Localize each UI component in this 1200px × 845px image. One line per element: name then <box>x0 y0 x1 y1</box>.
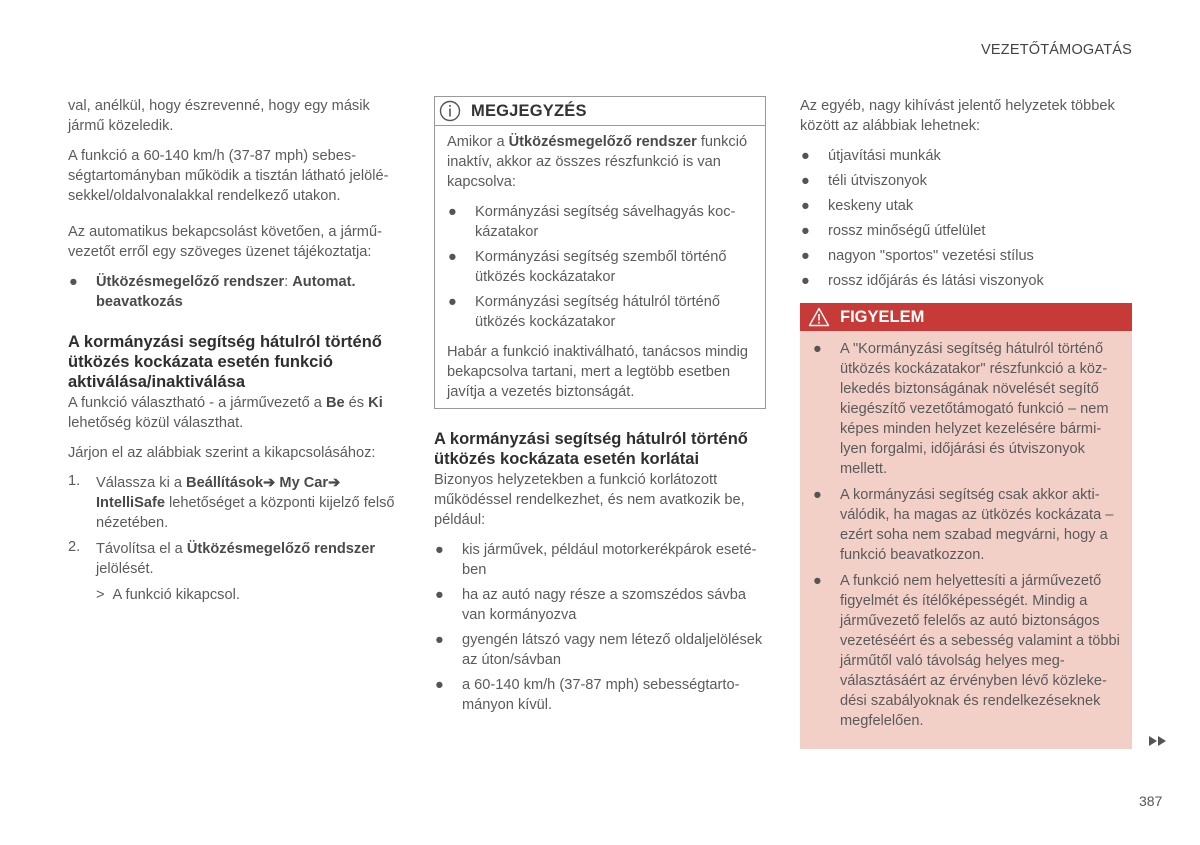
warning-title: FIGYELEM <box>840 308 925 326</box>
bullet-icon: ● <box>448 249 457 265</box>
list-item: ● A "Kormányzási segítség hátulról történő ütközés kockázatakor" részfunkció a közlekedés biztonságának növelését segítő kiegészítő vezetőtámogató funkció – nem képes minden helyzet kezelésére bármilyen forgalmi, időjárási és útviszonyok mellett. <box>813 341 1109 477</box>
section-heading: A kormányzási segítség hátulról történő ütközés kockázata esetén korlátai <box>434 430 748 468</box>
result-line: > A funkció kikapcsol. <box>96 587 240 603</box>
list-item: ● kis járművek, például motorkerékpárok esetében <box>435 542 757 578</box>
column-2 <box>434 96 766 725</box>
bullet-icon: ● <box>813 341 822 357</box>
paragraph: A funkció választható - a járművezető a Be és Ki lehetőség közül választhat. <box>68 395 383 431</box>
info-circle-icon <box>439 100 461 122</box>
bullet-icon: ● <box>801 148 810 164</box>
list-item: ● gyengén látszó vagy nem létező oldaljelölések az úton/sávban <box>435 632 763 668</box>
list-item: ● keskeny utak <box>801 198 914 214</box>
paragraph: val, anélkül, hogy észrevenné, hogy egy másik jármű közeledik. <box>68 98 370 134</box>
situations-list <box>800 146 1132 291</box>
bullet-icon: ● <box>435 632 444 648</box>
steps-list <box>68 473 408 579</box>
column-3 <box>800 96 1132 749</box>
section-heading: A kormányzási segítség hátulról történő ütközés kockázata esetén funkció aktiválása/inaktiválása <box>68 333 382 391</box>
note-header <box>435 97 765 126</box>
paragraph: Az automatikus bekapcsolást követően, a járművezetőt erről egy szöveges üzenet tájékoztatja: <box>68 224 382 260</box>
bullet-icon: ● <box>813 487 822 503</box>
bullet-icon: ● <box>448 204 457 220</box>
list-item: ● A kormányzási segítség csak akkor aktiválódik, ha magas az ütközés kockázata – ezért soha nem szabad megvárni, hogy a funkció beavatkozzon. <box>813 487 1114 563</box>
arrow-right-icon: ➔ <box>328 475 341 491</box>
paragraph: Bizonyos helyzetekben a funkció korlátozott működéssel rendelkezhet, és nem avatkozik be, például: <box>434 472 745 528</box>
bullet-icon: ● <box>801 223 810 239</box>
bullet-icon: ● <box>801 198 810 214</box>
list-item: ● a 60-140 km/h (37-87 mph) sebességtartományon kívül. <box>435 677 740 713</box>
note-body <box>435 126 765 408</box>
section-title: VEZETŐTÁMOGATÁS <box>981 42 1132 58</box>
warning-box <box>800 303 1132 749</box>
bullet-icon: ● <box>435 587 444 603</box>
note-list <box>447 202 755 332</box>
list-item: ● Kormányzási segítség szemből történő ütközés kockázatakor <box>448 249 727 285</box>
list-item: ● A funkció nem helyettesíti a járművezető figyelmét és ítélőképességét. Mindig a járművezető felelős az autó biztonságos vezetéséért és a sebesség valamint a többi járműtől való távolság helyes megválasztásáért az érvényben lévő közlekedési szabályoknak és rendelkezéseknek megfelelően. <box>813 573 1120 729</box>
page-number: 387 <box>1139 793 1163 809</box>
paragraph: Járjon el az alábbiak szerint a kikapcsolásához: <box>68 445 376 461</box>
list-item: ● rossz időjárás és látási viszonyok <box>801 273 1044 289</box>
double-triangle-right-icon <box>1148 735 1168 747</box>
list-item: ● rossz minőségű útfelület <box>801 223 986 239</box>
warning-body <box>800 331 1132 749</box>
bullet-icon: ● <box>448 294 457 310</box>
bullet-icon: ● <box>801 248 810 264</box>
paragraph: Az egyéb, nagy kihívást jelentő helyzetek többek között az alábbiak lehetnek: <box>800 98 1115 134</box>
bullet-icon: ● <box>801 173 810 189</box>
paragraph: A funkció a 60-140 km/h (37-87 mph) sebességtartományban működik a tisztán látható jelölésekkel/oldalvonalakkal rendelkező utakon. <box>68 148 389 204</box>
paragraph: Habár a funkció inaktiválható, tanácsos mindig bekapcsolva tartani, mert a legtöbb esetben javítja a vezetés biztonságát. <box>447 344 748 400</box>
bullet-icon: ● <box>801 273 810 289</box>
list-item: ● Kormányzási segítség sávelhagyás kockázatakor <box>448 204 736 240</box>
warning-header <box>800 303 1132 331</box>
list-item: ● téli útviszonyok <box>801 173 927 189</box>
bullet-icon: ● <box>813 573 822 589</box>
list-item: ● Kormányzási segítség hátulról történő ütközés kockázatakor <box>448 294 720 330</box>
limitations-list <box>434 540 766 715</box>
step-item: 1. Válassza ki a Beállítások➔ My Car➔ IntelliSafe lehetőséget a központi kijelző felső nézetében. <box>68 473 395 531</box>
note-box <box>434 96 766 409</box>
bullet-icon: ● <box>435 677 444 693</box>
bullet-icon: ● <box>435 542 444 558</box>
step-item: 2. Távolítsa el a Ütközésmegelőző rendszer jelölését. <box>68 539 376 577</box>
paragraph: Amikor a Ütközésmegelőző rendszer funkció inaktív, akkor az összes részfunkció is van kapcsolva: <box>447 134 748 190</box>
warning-triangle-icon <box>808 307 830 327</box>
message-list <box>68 272 408 312</box>
note-title: MEGJEGYZÉS <box>471 102 587 120</box>
arrow-right-icon: ➔ <box>263 475 276 491</box>
list-item: ● ha az autó nagy része a szomszédos sávba van kormányozva <box>435 587 746 623</box>
warning-list <box>812 339 1122 731</box>
bullet-icon: ● <box>69 274 78 290</box>
list-item: ● nagyon "sportos" vezetési stílus <box>801 248 1034 264</box>
list-item: ● Ütközésmegelőző rendszer: Automat. beavatkozás <box>69 274 356 310</box>
column-1 <box>68 96 408 605</box>
list-item: ● útjavítási munkák <box>801 148 941 164</box>
